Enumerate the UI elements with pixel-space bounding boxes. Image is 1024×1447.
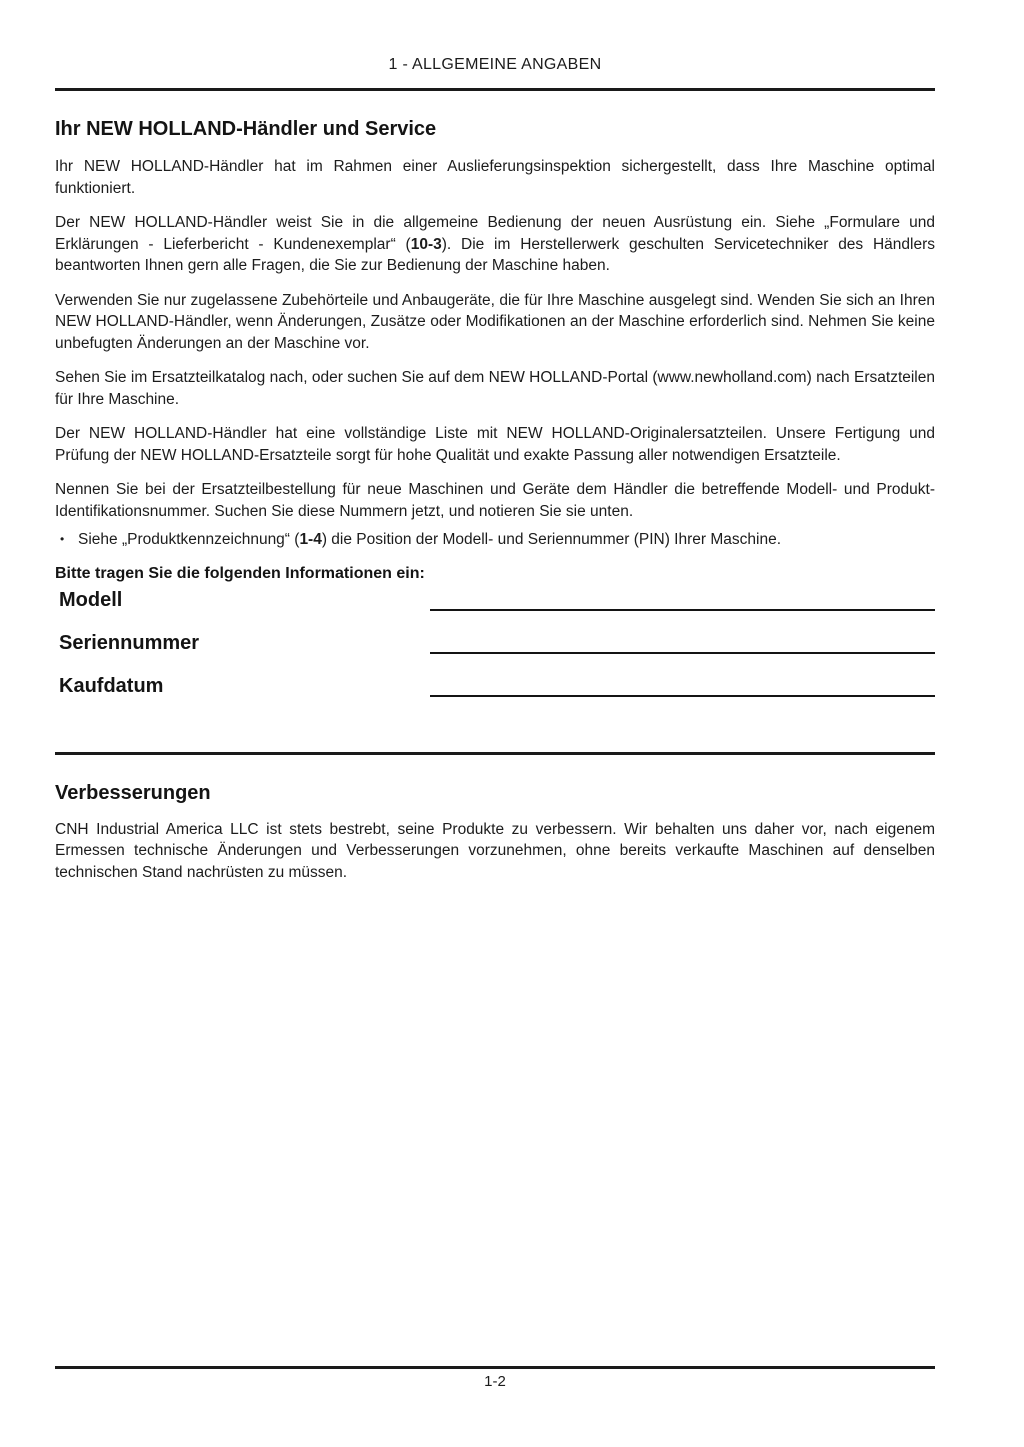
fill-in-line-seriennummer	[430, 652, 935, 654]
paragraph-text: ). Die im Herstellerwerk geschulten Servicetechniker des Händlers beantworten Ihnen gern alle Fragen, die Sie zur Bedienung der Maschine haben.	[55, 235, 936, 274]
page-content	[55, 0, 935, 896]
form-label-modell: Modell	[59, 588, 123, 611]
paragraph-parts-ordering: Nennen Sie bei der Ersatzteilbestellung für neue Maschinen und Geräte dem Händler die betreffende Modell- und Produkt-Identifikationsnummer. Suchen Sie diese Nummern jetzt, und notieren Sie sie unten.	[55, 481, 935, 520]
paragraph-original-parts: Der NEW HOLLAND-Händler hat eine vollständige Liste mit NEW HOLLAND-Originalersatzteilen. Unsere Fertigung und Prüfung der NEW HOLLAND-Ersatzteile sorgt für hohe Qualität und exakte Passung aller notwendigen Ersatzteile.	[55, 425, 935, 464]
paragraph-text: Der NEW HOLLAND-Händler weist Sie in die allgemeine Bedienung der neuen Ausrüstung ein. Siehe „Formulare und Erklärungen - Lieferbericht - Kundenexemplar“ (	[55, 214, 935, 253]
footer-rule	[55, 1366, 935, 1369]
section-title-dealer-service: Ihr NEW HOLLAND-Händler und Service	[55, 118, 437, 140]
fill-in-line-modell	[430, 609, 935, 611]
list-item-text-post: ) die Position der Modell- und Seriennummer (PIN) Ihrer Maschine.	[321, 531, 782, 548]
cross-reference: 1-4	[299, 531, 322, 548]
section-title-improvements: Verbesserungen	[55, 781, 211, 804]
list-item-text-pre: Siehe „Produktkennzeichnung“ (	[78, 531, 300, 548]
paragraph-dealer-training	[55, 212, 935, 277]
paragraph-delivery-inspection: Ihr NEW HOLLAND-Händler hat im Rahmen einer Auslieferungsinspektion sichergestellt, dass Ihre Maschine optimal funktioniert.	[55, 158, 935, 197]
paragraph-parts-catalog: Sehen Sie im Ersatzteilkatalog nach, oder suchen Sie auf dem NEW HOLLAND-Portal (www.newholland.com) nach Ersatzteilen für Ihre Maschine.	[55, 369, 935, 408]
cross-reference: 10-3	[410, 235, 442, 253]
form-row-seriennummer	[55, 629, 935, 657]
list-item-product-identification	[55, 529, 935, 551]
form-label-seriennummer: Seriennummer	[59, 631, 200, 654]
page-footer	[55, 1366, 935, 1391]
form-intro-label: Bitte tragen Sie die folgenden Informationen ein:	[55, 564, 425, 582]
header-rule	[55, 88, 935, 91]
bullet-icon: •	[60, 532, 65, 546]
page-header-title: 1 - ALLGEMEINE ANGABEN	[388, 56, 602, 73]
page-number: 1-2	[484, 1373, 506, 1390]
paragraph-improvements: CNH Industrial America LLC ist stets bestrebt, seine Produkte zu verbessern. Wir behalten uns daher vor, nach eigenem Ermessen technische Änderungen und Verbesserungen vorzunehmen, ohne bereits verkaufte Maschinen auf denselben technischen Stand nachrüsten zu müssen.	[55, 820, 935, 881]
list-item-text	[78, 529, 935, 551]
form-label-kaufdatum: Kaufdatum	[59, 674, 164, 697]
section-divider-rule	[55, 752, 935, 755]
paragraph-approved-accessories: Verwenden Sie nur zugelassene Zubehörteile und Anbaugeräte, die für Ihre Maschine ausgelegt sind. Wenden Sie sich an Ihren NEW HOLLAND-Händler, wenn Änderungen, Zusätze oder Modifikationen an der Maschine erforderlich sind. Nehmen Sie keine unbefugten Änderungen an der Maschine vor.	[55, 291, 935, 352]
fill-in-line-kaufdatum	[430, 695, 935, 697]
form-row-modell	[55, 586, 935, 614]
form-row-kaufdatum	[55, 672, 935, 700]
